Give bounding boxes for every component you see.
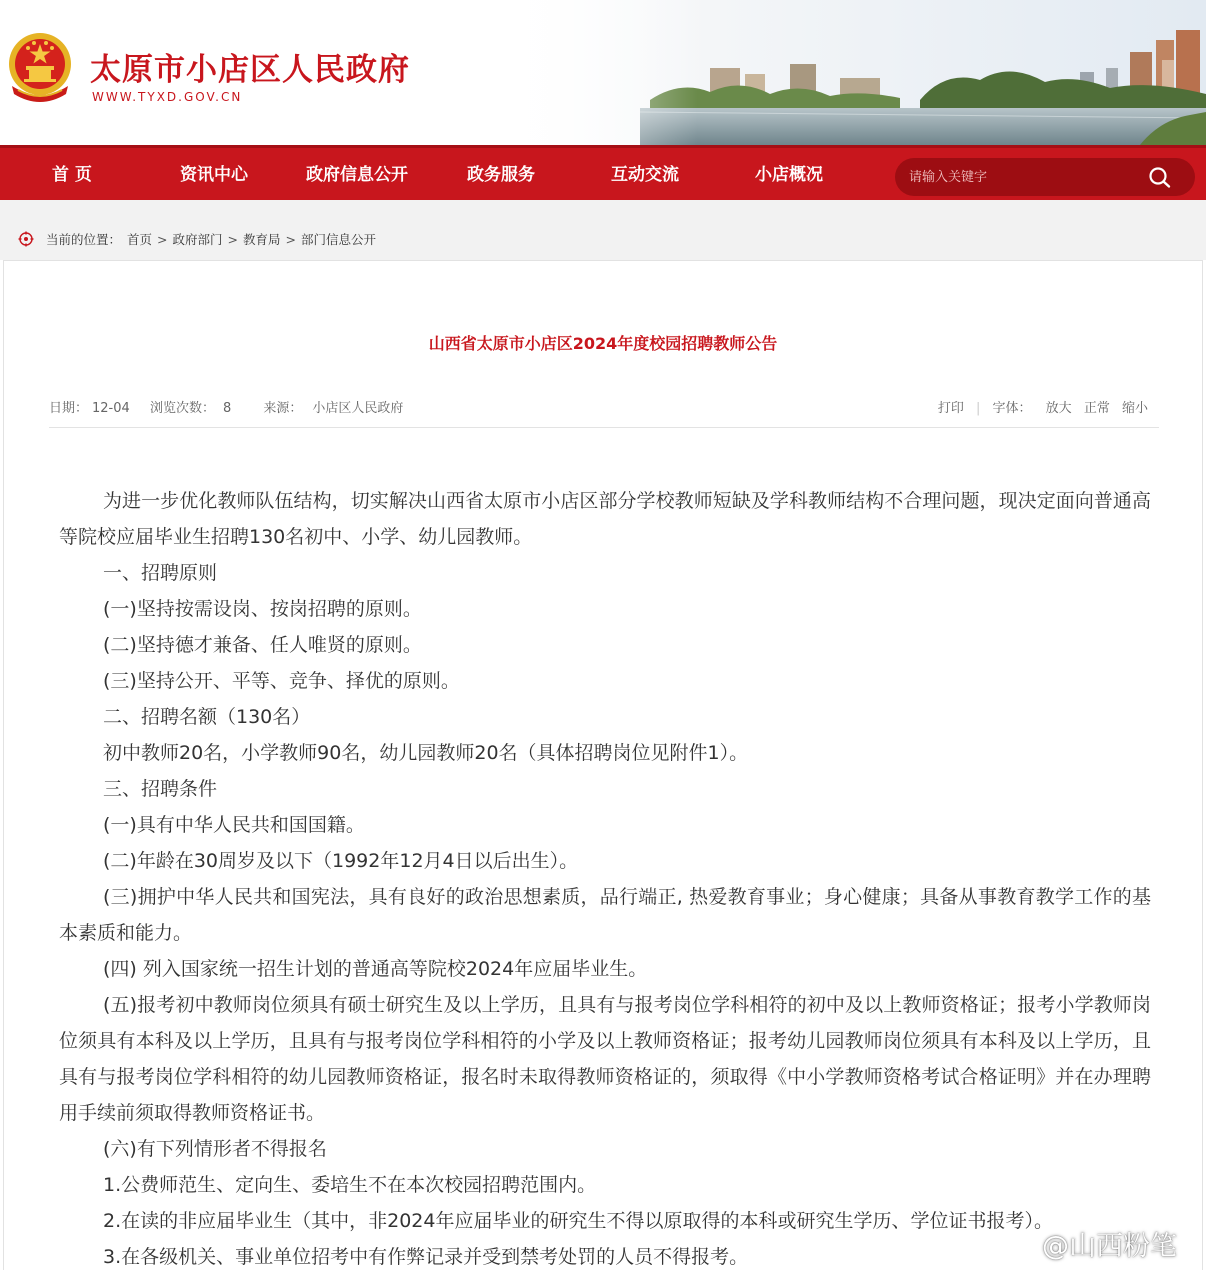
nav-item-home[interactable]: 首 页 [52,165,92,185]
print-link[interactable]: 打印 [937,401,964,416]
section-heading: 一、招聘原则 [103,562,218,584]
paragraph: (五)报考初中教师岗位须具有硕士研究生及以上学历，且具有与报考岗位学科相符的初中及以上教师资格证；报考小学教师岗位须具有本科及以上学历，且具有与报考岗位学科相符的小学及以上教师资格证；报考幼儿园教师岗位须具有本科及以上学历，且具有与报考岗位学科相符的幼儿园教师资格证，报名时未取得教师资格证的，须取得《中小学教师资格考试合格证明》并在办理聘用手续前须取得教师资格证书。 [59,994,1151,1124]
site-url[interactable]: WWW.TYXD.GOV.CN [92,90,243,104]
paragraph: (三)坚持公开、平等、竞争、择优的原则。 [103,670,460,692]
nav-item-news[interactable]: 资讯中心 [180,165,248,185]
breadcrumb-separator: > [227,231,239,247]
breadcrumb-bar [0,200,1206,260]
paragraph: (一)坚持按需设岗、按岗招聘的原则。 [103,598,422,620]
weibo-logo-icon [1008,1229,1038,1259]
breadcrumb-dept-info[interactable]: 部门信息公开 [301,232,377,247]
search-input[interactable] [909,168,1149,186]
section-heading: 三、招聘条件 [103,778,218,800]
paragraph: 3.在各级机关、事业单位招考中有作弊记录并受到禁考处罚的人员不得报考。 [103,1246,749,1268]
city-lake-banner [500,0,1206,145]
nav-item-interaction[interactable]: 互动交流 [611,165,679,185]
search-icon[interactable] [1147,165,1173,189]
paragraph: (二)坚持德才兼备、任人唯贤的原则。 [103,634,422,656]
paragraph: 为进一步优化教师队伍结构，切实解决山西省太原市小店区部分学校教师短缺及学科教师结构不合理问题，现决定面向普通高等院校应届毕业生招聘130名初中、小学、幼儿园教师。 [59,490,1151,548]
paragraph: 2.在读的非应届毕业生（其中，非2024年应届毕业的研究生不得以原取得的本科或研究生学历、学位证书报考）。 [103,1210,1053,1232]
location-target-icon [18,231,34,247]
paragraph: (四) 列入国家统一招生计划的普通高等院校2024年应届毕业生。 [103,958,648,980]
breadcrumb-separator: > [285,231,297,247]
breadcrumb-education-bureau[interactable]: 教育局 [243,232,281,247]
article-meta [49,397,407,416]
article-body [59,483,1151,1270]
paragraph: (一)具有中华人民共和国国籍。 [103,814,365,836]
source-label: 来源： [263,401,303,416]
font-normal-link[interactable]: 正常 [1083,401,1110,416]
search-box [895,158,1195,196]
font-larger-link[interactable]: 放大 [1045,401,1072,416]
main-nav [0,145,1206,200]
font-smaller-link[interactable]: 缩小 [1121,401,1148,416]
site-header [0,0,1206,145]
nav-item-services[interactable]: 政务服务 [467,165,535,185]
nav-item-gov-info[interactable]: 政府信息公开 [306,165,408,185]
site-title[interactable]: 太原市小店区人民政府 [90,52,410,88]
meta-divider [49,427,1159,428]
weibo-watermark [1008,1224,1177,1263]
breadcrumb-separator: > [157,231,168,247]
date-label: 日期： [49,401,89,416]
national-emblem-icon [4,30,76,108]
breadcrumb-prefix: 当前的位置： [46,232,122,247]
source-value: 小店区人民政府 [312,401,404,416]
date-value: 12-04 [92,401,130,416]
breadcrumb [18,230,376,248]
paragraph: 1.公费师范生、定向生、委培生不在本次校园招聘范围内。 [103,1174,597,1196]
paragraph: 初中教师20名，小学教师90名，幼儿园教师20名（具体招聘岗位见附件1）。 [103,742,749,764]
article-panel [3,260,1203,1270]
views-value: 8 [222,401,232,416]
breadcrumb-home[interactable]: 首页 [127,232,153,247]
views-label: 浏览次数： [149,401,215,416]
watermark-text: @山西粉笔 [1042,1231,1177,1262]
font-size-label: 字体： [992,401,1032,416]
article-title: 山西省太原市小店区2024年度校园招聘教师公告 [428,334,778,353]
breadcrumb-departments[interactable]: 政府部门 [172,232,223,247]
article-tools: 打印 | 字体： 放大 正常 缩小 [937,401,1148,416]
nav-item-overview[interactable]: 小店概况 [755,165,823,185]
section-heading: 二、招聘名额（130名） [103,706,311,728]
paragraph: (二)年龄在30周岁及以下（1992年12月4日以后出生）。 [103,850,579,872]
paragraph: (六)有下列情形者不得报名 [103,1138,327,1160]
paragraph: (三)拥护中华人民共和国宪法，具有良好的政治思想素质，品行端正, 热爱教育事业；身心健康；具备从事教育教学工作的基本素质和能力。 [59,886,1151,944]
